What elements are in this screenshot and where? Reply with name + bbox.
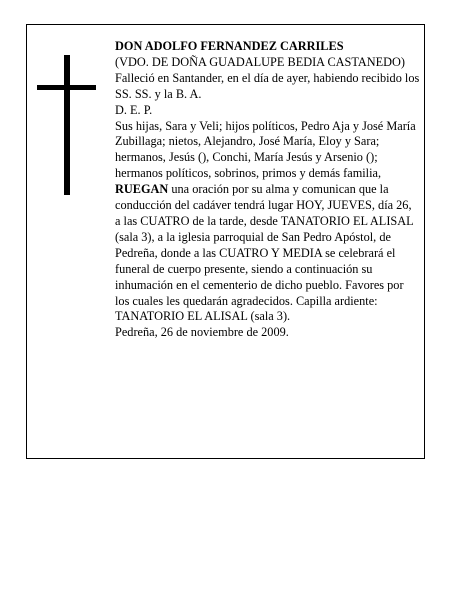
obituary-text: [115, 39, 420, 341]
widower-line: (VDO. DE DOÑA GUADALUPE BEDIA CASTANEDO): [115, 54, 406, 69]
funeral-request: [115, 182, 420, 325]
deceased-name: DON ADOLFO FERNANDEZ CARRILES: [115, 39, 344, 53]
dep-line: D. E. P.: [115, 102, 153, 117]
cross-vertical-bar: [64, 55, 70, 195]
family-list: Sus hijas, Sara y Veli; hijos políticos, Pedro Aja y José María Zubillaga; nietos, Alejandro, José María, Eloy y Sara; hermanos, Jesús (), Conchi, María Jesús y Arsenio (); hermanos políticos, sobrinos, primos y demás familia,: [115, 118, 416, 181]
death-statement: Falleció en Santander, en el día de ayer, habiendo recibido los SS. SS. y la B. A.: [115, 70, 420, 101]
cross-horizontal-bar: [37, 85, 96, 90]
request-verb: RUEGAN: [115, 182, 169, 197]
request-details: una oración por su alma y comunican que la conducción del cadáver tendrá lugar HOY, JUEVES, día 26, a las CUATRO de la tarde, desde TANATORIO EL ALISAL (sala 3), a la iglesia parroquial de San Pedro Apóstol, de Pedreña, donde a las CUATRO Y MEDIA se celebrará el funeral de cuerpo presente, siendo a continuación su inhumación en el cementerio de dicho pueblo. Favores por los cuales les quedarán agradecidos. Capilla ardiente: TANATORIO EL ALISAL (sala 3).: [115, 182, 414, 324]
place-date: Pedreña, 26 de noviembre de 2009.: [115, 325, 289, 340]
